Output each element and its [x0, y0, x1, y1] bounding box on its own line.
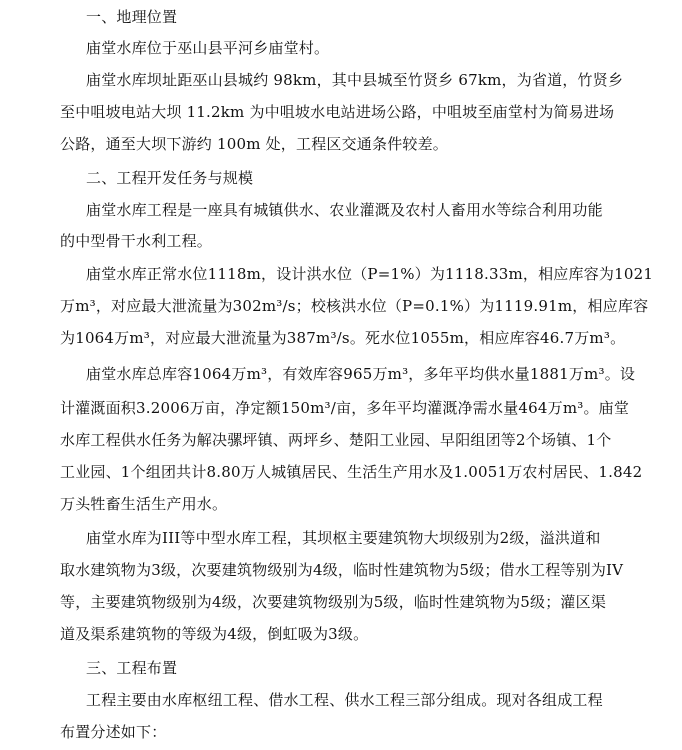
- paragraph-line: 计灌溉面积3.2006万亩，净定额150m³/亩，多年平均灌溉净需水量464万m³。庙堂: [60, 399, 630, 417]
- paragraph-line: 的中型骨干水利工程。: [60, 232, 213, 250]
- paragraph-line: 工程主要由水库枢纽工程、借水工程、供水工程三部分组成。现对各组成工程: [86, 691, 603, 709]
- paragraph-line: 等，主要建筑物级别为4级，次要建筑物级别为5级，临时性建筑物为5级；灌区渠: [60, 593, 607, 611]
- paragraph-line: 取水建筑物为3级，次要建筑物级别为4级，临时性建筑物为5级；借水工程等别为IV: [60, 561, 624, 579]
- paragraph-line: 庙堂水库坝址距巫山县城约 98km，其中县城至竹贤乡 67km，为省道，竹贤乡: [86, 71, 624, 89]
- paragraph-line: 至中咀坡电站大坝 11.2km 为中咀坡水电站进场公路，中咀坡至庙堂村为简易进场: [60, 103, 615, 121]
- section-heading-tasks: 二、工程开发任务与规模: [86, 169, 254, 187]
- paragraph-line: 布置分述如下：: [60, 723, 167, 741]
- paragraph-line: 工业园、1个组团共计8.80万人城镇居民、生活生产用水及1.0051万农村居民、1.842: [60, 463, 643, 481]
- paragraph-line: 庙堂水库总库容1064万m³，有效库容965万m³，多年平均供水量1881万m³。设: [86, 365, 636, 383]
- paragraph-line: 道及渠系建筑物的等级为4级，倒虹吸为3级。: [60, 625, 369, 643]
- paragraph-line: 庙堂水库位于巫山县平河乡庙堂村。: [86, 39, 330, 57]
- paragraph-line: 公路，通至大坝下游约 100m 处，工程区交通条件较差。: [60, 135, 448, 153]
- paragraph-line: 为1064万m³，对应最大泄流量为387m³/s。死水位1055m，相应库容46.7万m³。: [60, 329, 626, 347]
- paragraph-line: 庙堂水库正常水位1118m，设计洪水位（P=1%）为1118.33m，相应库容为1021: [86, 265, 654, 283]
- section-heading-location: 一、地理位置: [86, 8, 178, 26]
- section-heading-layout: 三、工程布置: [86, 659, 178, 677]
- paragraph-line: 水库工程供水任务为解决骡坪镇、两坪乡、楚阳工业园、早阳组团等2个场镇、1个: [60, 431, 612, 449]
- paragraph-line: 万头牲畜生活生产用水。: [60, 495, 228, 513]
- paragraph-line: 万m³，对应最大泄流量为302m³/s；校核洪水位（P=0.1%）为1119.91m，相应库容: [60, 297, 649, 315]
- paragraph-line: 庙堂水库为III等中型水库工程，其坝枢主要建筑物大坝级别为2级，溢洪道和: [86, 529, 601, 547]
- paragraph-line: 庙堂水库工程是一座具有城镇供水、农业灌溉及农村人畜用水等综合利用功能: [86, 201, 603, 219]
